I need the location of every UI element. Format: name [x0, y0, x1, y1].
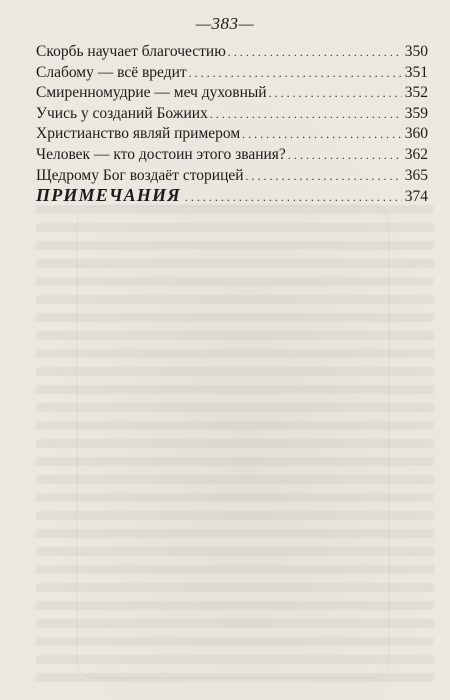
leader-dots	[185, 190, 402, 205]
toc-notes-entry	[36, 185, 428, 206]
reverse-side-bleed-through	[36, 205, 434, 685]
toc-entry	[36, 145, 428, 166]
notes-heading: ПРИМЕЧАНИЯ	[36, 185, 181, 205]
toc-entry	[36, 104, 428, 125]
toc-entry-page: 362	[404, 145, 428, 163]
toc-entry-page: 352	[404, 84, 428, 102]
leader-dots	[242, 124, 402, 145]
page-number: —383—	[195, 14, 255, 33]
toc-entry-page: 360	[404, 125, 428, 143]
toc-entry-page: 365	[404, 166, 428, 184]
toc-entry	[36, 63, 428, 84]
leader-dots	[288, 145, 402, 166]
toc-entry-title: Христианство являй примером	[36, 125, 241, 143]
leader-dots	[228, 42, 402, 63]
toc-entry-page: 351	[404, 63, 428, 81]
toc-entry-title: Скорбь научает благочестию	[36, 43, 226, 60]
leader-dots	[189, 63, 402, 84]
toc-entry-page: 359	[404, 104, 428, 122]
leader-dots	[246, 166, 402, 187]
toc-entry	[36, 166, 428, 187]
leader-dots	[269, 83, 402, 104]
toc-entry	[36, 124, 428, 145]
toc-entry	[36, 83, 428, 104]
leader-dots	[210, 104, 402, 125]
toc-entry-title: Смиренномудрие — меч духовный	[36, 84, 267, 102]
toc-entry-title: Слабому — всё вредит	[36, 63, 187, 81]
notes-page-number: 374	[404, 188, 428, 205]
toc-entry	[36, 42, 428, 63]
toc-entry-page: 350	[404, 43, 428, 60]
table-of-contents	[36, 42, 428, 186]
toc-entry-title: Щедрому Бог воздаёт сторицей	[36, 166, 244, 184]
toc-entry-title: Человек — кто достоин этого звания?	[36, 145, 286, 163]
toc-entry-title: Учись у созданий Божиих	[36, 104, 208, 122]
